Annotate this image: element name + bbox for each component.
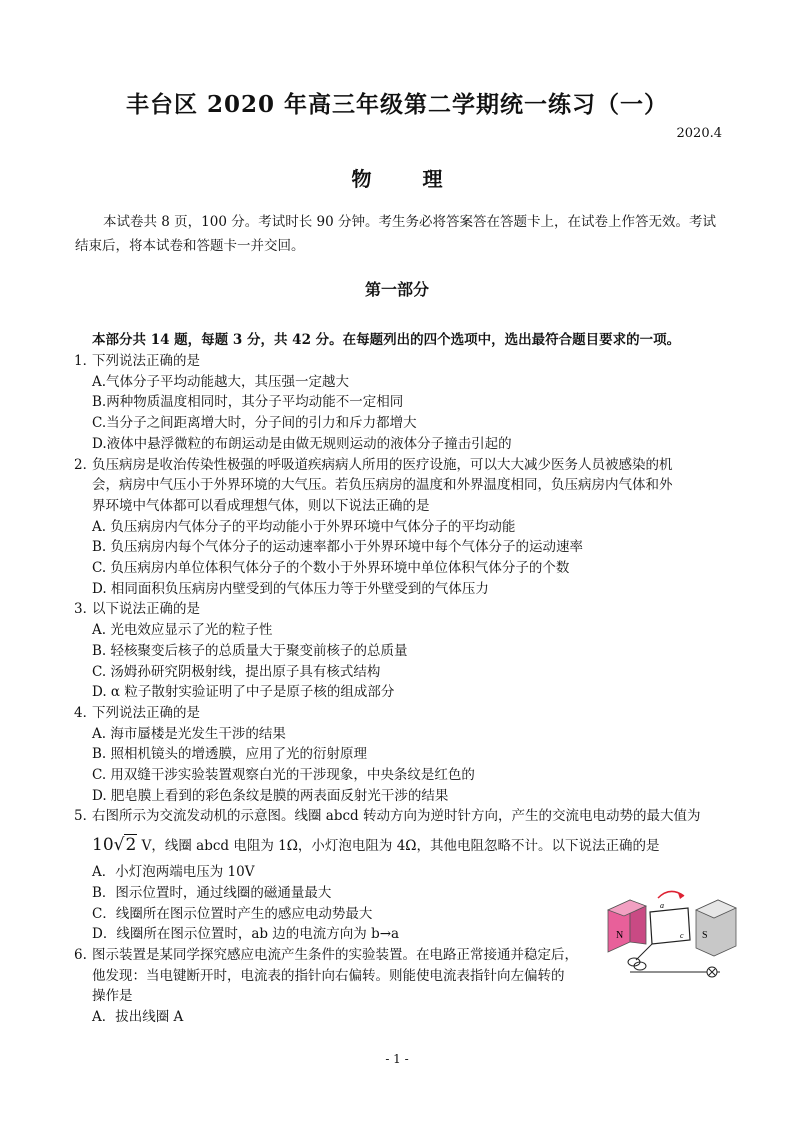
exam-date: 2020.4 [676,126,722,141]
coil-loop [650,908,690,944]
question-number: 4． [74,704,97,721]
page-number: - 1 - [385,1052,409,1066]
generator-diagram [600,880,740,980]
question-number: 2． [74,456,97,473]
emf-coefficient: 10 [92,835,114,856]
question-stem: 图示装置是某同学探究感应电流产生条件的实验装置。在电路正常接通并稳定后， [92,946,578,963]
option-c: C.当分子之间距离增大时，分子间的引力和斥力都增大 [92,415,417,432]
emf-root: 2 [125,835,137,856]
question-stem-cont: 操作是 [92,988,133,1005]
question-number: 6. [74,946,87,963]
option-c: C．线圈所在图示位置时产生的感应电动势最大 [92,905,373,922]
question-1 [74,351,734,455]
question-stem: 右图所示为交流发动机的示意图。线圈 abcd 转动方向为逆时针方向，产生的交流电电动势的最大值为 [92,808,701,825]
question-stem: 下列说法正确的是 [92,353,200,369]
option-c: C. 用双缝干涉实验装置观察白光的干涉现象，中央条纹是红色的 [92,767,475,784]
page-title: 丰台区 2020 年高三年级第二学期统一练习（一） [125,91,669,118]
option-b: B. 轻核聚变后核子的总质量大于聚变前核子的总质量 [92,642,408,659]
coil-label-a: a [660,901,664,910]
option-a: A．拔出线圈 A [92,1009,184,1026]
option-d: D. 肥皂膜上看到的彩色条纹是膜的两表面反射光干涉的结果 [92,787,449,804]
option-d: D. α 粒子散射实验证明了中子是原子核的组成部分 [92,684,395,701]
option-a: A．小灯泡两端电压为 10V [92,864,255,881]
subject-title: 物 理 [351,167,465,191]
part-title: 第一部分 [364,280,429,299]
question-4 [74,703,734,807]
option-b: B. 负压病房内每个气体分子的运动速率都小于外界环境中每个气体分子的运动速率 [92,539,584,556]
part-instruction: 本部分共 14 题，每题 3 分，共 42 分。在每题列出的四个选项中，选出最符合题目要求的一项。 [92,332,681,348]
question-stem: 负压病房是收治传染性极强的呼吸道疾病病人所用的医疗设施，可以大大减少医务人员被感染的机 [92,456,673,473]
question-stem: 以下说法正确的是 [92,601,200,618]
intro-paragraph: 本试卷共 8 页，100 分。考试时长 90 分钟。考生务必将答案答在答题卡上，在试卷上作答无效。考试结束后，将本试卷和答题卡一并交回。 [75,214,716,254]
option-c: C. 负压病房内单位体积气体分子的个数小于外界环境中单位体积气体分子的个数 [92,560,570,577]
question-stem-cont: 会，病房中气压小于外界环境的大气压。若负压病房的温度和外界温度相同，负压病房内气体和外 [92,477,673,494]
option-a: A.气体分子平均动能越大，其压强一定越大 [92,373,350,390]
question-stem-rest: V，线圈 abcd 电阻为 1Ω，小灯泡电阻为 4Ω，其他电阻忽略不计。以下说法正确的是 [137,838,660,855]
magnet-n-label: N [616,930,624,941]
option-b: B. 照相机镜头的增透膜，应用了光的衍射原理 [92,746,368,763]
option-c: C. 汤姆孙研究阴极射线，提出原子具有核式结构 [92,663,381,680]
question-number: 5． [74,808,97,825]
option-d: D．线圈所在图示位置时，ab 边的电流方向为 b→a [92,926,400,943]
option-b: B.两种物质温度相同时，其分子平均动能不一定相同 [92,394,404,411]
question-stem-cont [74,833,734,858]
coil-label-c: c [680,931,684,940]
question-number: 1． [74,353,97,369]
question-stem: 下列说法正确的是 [92,704,200,721]
option-a: A. 负压病房内气体分子的平均动能小于外界环境中气体分子的平均动能 [92,518,516,535]
sqrt-sign: √ [113,835,125,856]
generator-figure [600,880,740,980]
question-number: 3． [74,601,97,618]
option-b: B．图示位置时，通过线圈的磁通量最大 [92,884,332,901]
question-6 [74,945,584,1028]
magnet-s-label: S [702,930,708,941]
question-stem-cont: 界环境中气体都可以看成理想气体，则以下说法正确的是 [92,497,430,514]
question-stem-cont: 他发现：当电键断开时，电流表的指针向右偏转。则能使电流表指针向左偏转的 [92,967,565,984]
lead-wire [636,944,652,960]
option-d: D. 相同面积负压病房内壁受到的气体压力等于外壁受到的气体压力 [92,580,489,597]
option-d: D.液体中悬浮微粒的布朗运动是由做无规则运动的液体分子撞击引起的 [92,435,512,452]
question-3 [74,599,734,703]
option-a: A. 海市蜃楼是光发生干涉的结果 [92,725,286,742]
option-a: A. 光电效应显示了光的粒子性 [92,622,273,639]
question-2 [74,455,734,600]
